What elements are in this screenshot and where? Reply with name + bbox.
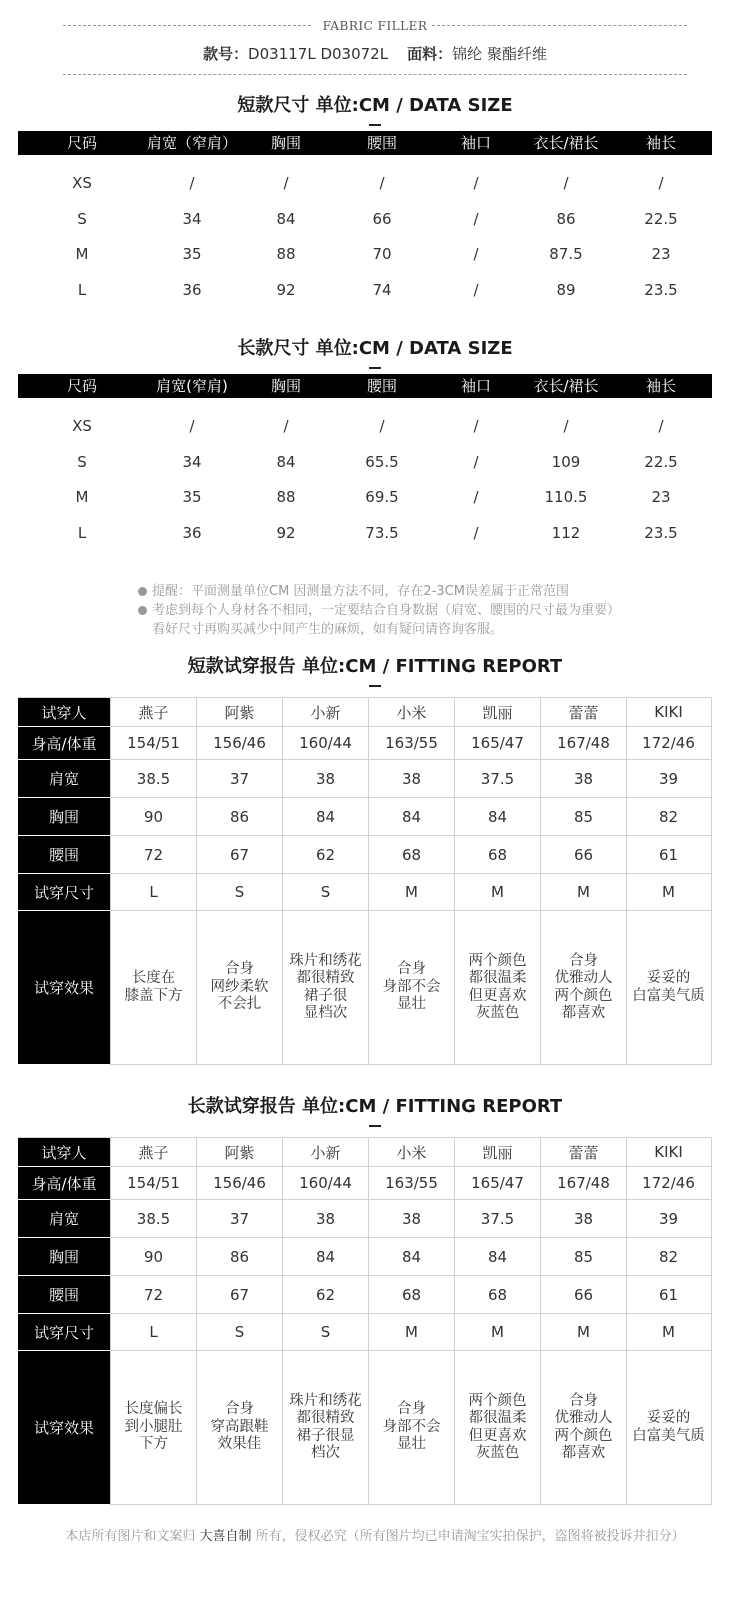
short-size-title-text: 短款尺寸 单位:CM / DATA SIZE [237, 95, 513, 116]
table-row [18, 1351, 711, 1505]
table-cell: 36 [182, 280, 202, 299]
table-row [18, 698, 711, 727]
table-cell: 69.5 [365, 488, 399, 506]
long-size-table [18, 374, 712, 551]
table-cell: 38 [282, 760, 368, 797]
footer-brand: 大喜自制 [199, 1529, 252, 1544]
table-cell: 凯丽 [454, 698, 540, 726]
table-cell: 109 [551, 452, 581, 471]
table-cell: 154/51 [110, 1167, 196, 1199]
table-cell: 23.5 [644, 280, 678, 299]
table-cell: / [379, 174, 385, 192]
table-cell: 燕子 [110, 698, 196, 726]
table-cell: 67 [196, 1276, 282, 1313]
table-row [18, 1314, 711, 1351]
short-size-table [18, 131, 712, 308]
long-fit-table [18, 1137, 712, 1505]
table-cell: 37.5 [454, 1200, 540, 1237]
table-cell: 36 [182, 523, 202, 542]
row-label: 试穿人 [18, 1138, 110, 1167]
column-header: 腰围 [366, 377, 397, 395]
table-cell: / [473, 488, 479, 506]
short-fit-title-text: 短款试穿报告 单位:CM / FITTING REPORT [187, 656, 563, 677]
table-cell: M [626, 874, 710, 910]
bullet-icon [138, 587, 147, 596]
column-header: 袖口 [460, 134, 491, 152]
table-cell: 合身 优雅动人 两个颜色 都喜欢 [540, 911, 626, 1064]
table-cell: / [189, 417, 195, 435]
row-label: 试穿尺寸 [18, 874, 110, 911]
table-cell: 67 [196, 836, 282, 873]
table-cell: L [77, 523, 87, 542]
fabric-header [0, 16, 750, 36]
table-row [18, 1200, 711, 1238]
table-cell: 38 [540, 1200, 626, 1237]
table-cell: 61 [626, 836, 710, 873]
short-fit-table [18, 697, 712, 1065]
long-fit-title-text: 长款试穿报告 单位:CM / FITTING REPORT [187, 1096, 563, 1117]
column-header: 胸围 [270, 134, 301, 152]
long-size-title-text: 长款尺寸 单位:CM / DATA SIZE [237, 338, 513, 359]
table-cell: 38.5 [110, 1200, 196, 1237]
table-cell: / [563, 174, 569, 192]
row-label: 胸围 [18, 798, 110, 836]
table-cell: M [368, 874, 454, 910]
copyright-footer [0, 1528, 750, 1546]
table-row [18, 445, 712, 481]
table-cell: 66 [540, 836, 626, 873]
material-label: 面料： [407, 45, 453, 63]
table-cell: S [196, 874, 282, 910]
note-text: 提醒：平面测量单位CM 因测量方法不同，存在2-3CM误差属于正常范围 [152, 584, 569, 599]
table-cell: 68 [368, 836, 454, 873]
table-cell: 154/51 [110, 727, 196, 759]
table-cell: M [368, 1314, 454, 1350]
table-cell: 87.5 [549, 245, 583, 263]
table-cell: XS [72, 417, 92, 435]
table-cell: 合身 网纱柔软 不会扎 [196, 911, 282, 1064]
table-cell: 74 [372, 280, 392, 299]
table-cell: L [77, 280, 87, 299]
table-cell: 62 [282, 836, 368, 873]
note-item [138, 582, 618, 601]
column-header: 腰围 [366, 134, 397, 152]
material-value: 锦纶 聚酯纤维 [452, 45, 547, 63]
table-row [18, 760, 711, 798]
note-text: 考虑到每个人身材各不相同，一定要结合自身数据（肩宽、腰围的尺寸最为重要）看好尺寸再购买减少中间产生的麻烦，如有疑问请咨询客服。 [152, 603, 614, 637]
table-row [18, 911, 711, 1065]
long-fit-title [0, 1095, 750, 1119]
table-cell: 两个颜色 都很温柔 但更喜欢 灰蓝色 [454, 1351, 540, 1504]
table-row [18, 1138, 711, 1167]
table-cell: / [473, 280, 479, 299]
table-cell: M [626, 1314, 710, 1350]
table-cell: 22.5 [644, 209, 678, 228]
table-cell: / [379, 417, 385, 435]
table-row [18, 516, 712, 552]
fabric-info [0, 44, 750, 64]
column-header: 尺码 [66, 377, 97, 395]
table-cell: 凯丽 [454, 1138, 540, 1166]
note-item [138, 601, 618, 639]
table-cell: 88 [276, 488, 296, 506]
table-cell: 86 [556, 209, 576, 228]
table-cell: 84 [276, 209, 296, 228]
table-cell: 22.5 [644, 452, 678, 471]
table-cell: 燕子 [110, 1138, 196, 1166]
table-cell: 长度在 膝盖下方 [110, 911, 196, 1064]
table-cell: 38 [282, 1200, 368, 1237]
row-label: 腰围 [18, 1276, 110, 1314]
table-cell: M [75, 245, 89, 263]
style-value: D03117L D03072L [248, 45, 389, 63]
column-header: 尺码 [66, 134, 97, 152]
table-cell: M [540, 1314, 626, 1350]
column-header: 肩宽(窄肩) [156, 377, 228, 395]
table-cell: S [77, 452, 87, 471]
table-cell: 92 [276, 523, 296, 542]
row-label: 试穿效果 [18, 911, 110, 1065]
table-cell: 37 [196, 1200, 282, 1237]
footer-prefix: 本店所有图片和文案归 [65, 1529, 196, 1544]
table-cell: 160/44 [282, 727, 368, 759]
table-cell: 合身 优雅动人 两个颜色 都喜欢 [540, 1351, 626, 1504]
table-cell: 66 [540, 1276, 626, 1313]
table-cell: 34 [182, 452, 202, 471]
table-cell: 23 [651, 488, 671, 506]
table-row [18, 409, 712, 445]
table-cell: 92 [276, 280, 296, 299]
table-cell: 90 [110, 1238, 196, 1275]
table-cell: 38 [540, 760, 626, 797]
row-label: 试穿尺寸 [18, 1314, 110, 1351]
title-underline [369, 124, 381, 126]
table-cell: 阿紫 [196, 698, 282, 726]
short-fit-title [0, 655, 750, 679]
table-cell: 85 [540, 798, 626, 835]
table-row [18, 836, 711, 874]
table-cell: 蕾蕾 [540, 698, 626, 726]
fabric-title: FABRIC FILLER [322, 19, 428, 33]
table-cell: 珠片和绣花 都很精致 裙子很显 档次 [282, 1351, 368, 1504]
table-cell: 82 [626, 798, 710, 835]
table-cell: 70 [372, 245, 392, 263]
table-cell: 61 [626, 1276, 710, 1313]
table-cell: KIKI [626, 698, 710, 726]
title-underline [369, 685, 381, 687]
row-label: 肩宽 [18, 1200, 110, 1238]
table-cell: 62 [282, 1276, 368, 1313]
table-cell: S [282, 874, 368, 910]
table-cell: / [283, 174, 289, 192]
table-cell: S [196, 1314, 282, 1350]
table-cell: 38 [368, 1200, 454, 1237]
table-cell: 90 [110, 798, 196, 835]
table-cell: 156/46 [196, 1167, 282, 1199]
row-label: 身高/体重 [18, 727, 110, 760]
table-cell: 小米 [368, 698, 454, 726]
column-header: 袖长 [645, 134, 676, 152]
row-label: 试穿效果 [18, 1351, 110, 1505]
table-cell: 68 [454, 1276, 540, 1313]
table-cell: 156/46 [196, 727, 282, 759]
row-label: 试穿人 [18, 698, 110, 727]
footer-suffix: 所有，侵权必究（所有图片均已申请淘宝实拍保护，盗图将被投诉并扣分） [255, 1529, 685, 1544]
table-cell: 86 [196, 798, 282, 835]
table-cell: 35 [182, 245, 202, 263]
table-cell: XS [72, 174, 92, 192]
table-cell: 阿紫 [196, 1138, 282, 1166]
size-table-header [18, 374, 712, 398]
table-row [18, 273, 712, 309]
column-header: 衣长/裙长 [533, 134, 599, 152]
table-cell: 73.5 [365, 523, 399, 542]
title-underline [369, 367, 381, 369]
table-cell: / [283, 417, 289, 435]
table-cell: 165/47 [454, 1167, 540, 1199]
table-row [18, 874, 711, 911]
column-header: 袖长 [645, 377, 676, 395]
column-header: 衣长/裙长 [533, 377, 599, 395]
table-cell: 72 [110, 1276, 196, 1313]
table-cell: 110.5 [544, 488, 588, 506]
table-row [18, 1276, 711, 1314]
table-cell: 珠片和绣花 都很精致 裙子很 显档次 [282, 911, 368, 1064]
divider [432, 25, 687, 26]
table-row [18, 727, 711, 760]
table-cell: 84 [282, 798, 368, 835]
table-row [18, 1167, 711, 1200]
table-cell: M [454, 1314, 540, 1350]
table-cell: 两个颜色 都很温柔 但更喜欢 灰蓝色 [454, 911, 540, 1064]
table-cell: L [110, 874, 196, 910]
table-cell: 35 [182, 488, 202, 506]
bullet-icon [138, 606, 147, 615]
table-cell: 84 [282, 1238, 368, 1275]
style-label: 款号： [203, 45, 249, 63]
table-cell: L [110, 1314, 196, 1350]
table-cell: KIKI [626, 1138, 710, 1166]
table-cell: 72 [110, 836, 196, 873]
row-label: 身高/体重 [18, 1167, 110, 1200]
table-cell: 160/44 [282, 1167, 368, 1199]
table-cell: 84 [454, 798, 540, 835]
table-cell: 39 [626, 1200, 710, 1237]
table-cell: M [454, 874, 540, 910]
table-cell: 89 [556, 280, 576, 299]
table-cell: 85 [540, 1238, 626, 1275]
table-cell: 172/46 [626, 1167, 710, 1199]
table-cell: 合身 穿高跟鞋 效果佳 [196, 1351, 282, 1504]
table-row [18, 202, 712, 238]
row-label: 胸围 [18, 1238, 110, 1276]
table-cell: 长度偏长 到小腿肚 下方 [110, 1351, 196, 1504]
column-header: 胸围 [270, 377, 301, 395]
table-cell: 68 [454, 836, 540, 873]
table-cell: 合身 身部不会 显壮 [368, 1351, 454, 1504]
table-cell: / [189, 174, 195, 192]
table-cell: / [658, 174, 664, 192]
table-cell: 39 [626, 760, 710, 797]
table-cell: 165/47 [454, 727, 540, 759]
table-cell: 23 [651, 245, 671, 263]
table-cell: 82 [626, 1238, 710, 1275]
table-cell: 小新 [282, 698, 368, 726]
column-header: 袖口 [460, 377, 491, 395]
table-cell: 86 [196, 1238, 282, 1275]
table-cell: 84 [454, 1238, 540, 1275]
table-cell: / [473, 245, 479, 263]
table-cell: 小米 [368, 1138, 454, 1166]
table-cell: 妥妥的 白富美气质 [626, 1351, 710, 1504]
long-size-title [0, 337, 750, 361]
table-cell: 38 [368, 760, 454, 797]
short-size-title [0, 94, 750, 118]
table-cell: M [540, 874, 626, 910]
table-row [18, 798, 711, 836]
divider [63, 74, 687, 75]
table-cell: 38.5 [110, 760, 196, 797]
table-cell: 167/48 [540, 727, 626, 759]
table-cell: 88 [276, 245, 296, 263]
size-table-header [18, 131, 712, 155]
table-cell: 小新 [282, 1138, 368, 1166]
table-row [18, 237, 712, 273]
table-cell: 84 [368, 798, 454, 835]
table-cell: 112 [551, 523, 581, 542]
table-cell: M [75, 488, 89, 506]
row-label: 腰围 [18, 836, 110, 874]
table-cell: / [473, 174, 479, 192]
table-cell: 37 [196, 760, 282, 797]
table-cell: / [563, 417, 569, 435]
table-cell: 84 [368, 1238, 454, 1275]
title-underline [369, 1125, 381, 1127]
table-cell: 34 [182, 209, 202, 228]
table-cell: 蕾蕾 [540, 1138, 626, 1166]
table-cell: 23.5 [644, 523, 678, 542]
table-cell: / [473, 523, 479, 542]
table-cell: 84 [276, 452, 296, 471]
table-row [18, 480, 712, 516]
table-cell: / [473, 209, 479, 228]
table-row [18, 166, 712, 202]
table-cell: 37.5 [454, 760, 540, 797]
table-cell: 合身 身部不会 显壮 [368, 911, 454, 1064]
table-cell: 66 [372, 209, 392, 228]
table-row [18, 1238, 711, 1276]
table-cell: 65.5 [365, 452, 399, 471]
table-cell: 167/48 [540, 1167, 626, 1199]
table-cell: / [473, 452, 479, 471]
column-header: 肩宽（窄肩） [146, 134, 237, 152]
table-cell: S [77, 209, 87, 228]
notes [138, 582, 618, 639]
table-cell: 163/55 [368, 1167, 454, 1199]
table-cell: 妥妥的 白富美气质 [626, 911, 710, 1064]
table-cell: S [282, 1314, 368, 1350]
table-cell: / [658, 417, 664, 435]
table-cell: / [473, 417, 479, 435]
table-cell: 172/46 [626, 727, 710, 759]
table-cell: 68 [368, 1276, 454, 1313]
table-cell: 163/55 [368, 727, 454, 759]
row-label: 肩宽 [18, 760, 110, 798]
